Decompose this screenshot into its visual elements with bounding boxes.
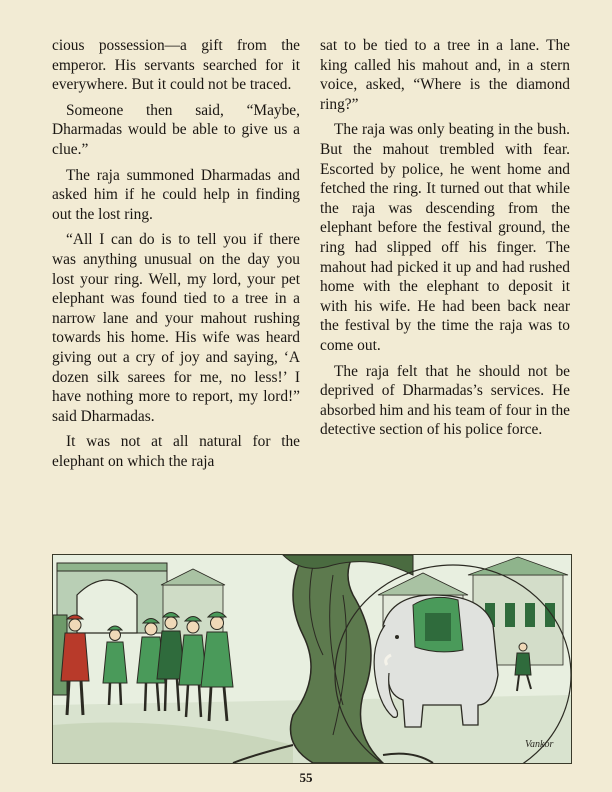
page-number: 55: [299, 770, 313, 785]
right-text-column: [320, 36, 570, 446]
paragraph: The raja was only beating in the bush. But the mahout trembled with fear. Escorted by police, he went home and fetched the ring. It turned out that while the raja was descending from the elephant before the festival ground, the ring had slipped off his finger. The mahout had picked it up and had rushed home with the elephant to deposit it with his wife. He had been back near the festival by the time the raja was to come out.: [320, 121, 570, 354]
paragraph: Someone then said, “Maybe, Dharmadas would be able to give us a clue.”: [52, 101, 300, 158]
left-text-column: [52, 36, 300, 477]
paragraph: It was not at all natural for the elephant on which the raja: [52, 433, 300, 470]
paragraph: sat to be tied to a tree in a lane. The king called his mahout and, in a stern voice, asked, “Where is the diamond ring?”: [320, 37, 570, 113]
story-illustration: [52, 554, 572, 764]
paragraph: “All I can do is to tell you if there was anything unusual on the day you lost your ring. Well, my lord, your pet elephant was found tied to a tree in a narrow lane and your mahout rushing towards his home. His wife was heard giving out a cry of joy and saying, ‘A dozen silk sarees for me, no less!’ I have nothing more to report, my lord!” said Dharmadas.: [52, 231, 300, 425]
artist-signature: Vankor: [525, 739, 554, 750]
illustration-drawing: [53, 555, 571, 763]
paragraph: cious possession—a gift from the emperor. His servants searched for it everywhere. But it could not be traced.: [52, 37, 300, 94]
paragraph: The raja summoned Dharmadas and asked him if he could help in finding out the lost ring.: [52, 166, 300, 223]
paragraph: The raja felt that he should not be deprived of Dharmadas’s services. He absorbed him and his team of four in the detective section of his police force.: [320, 362, 570, 439]
